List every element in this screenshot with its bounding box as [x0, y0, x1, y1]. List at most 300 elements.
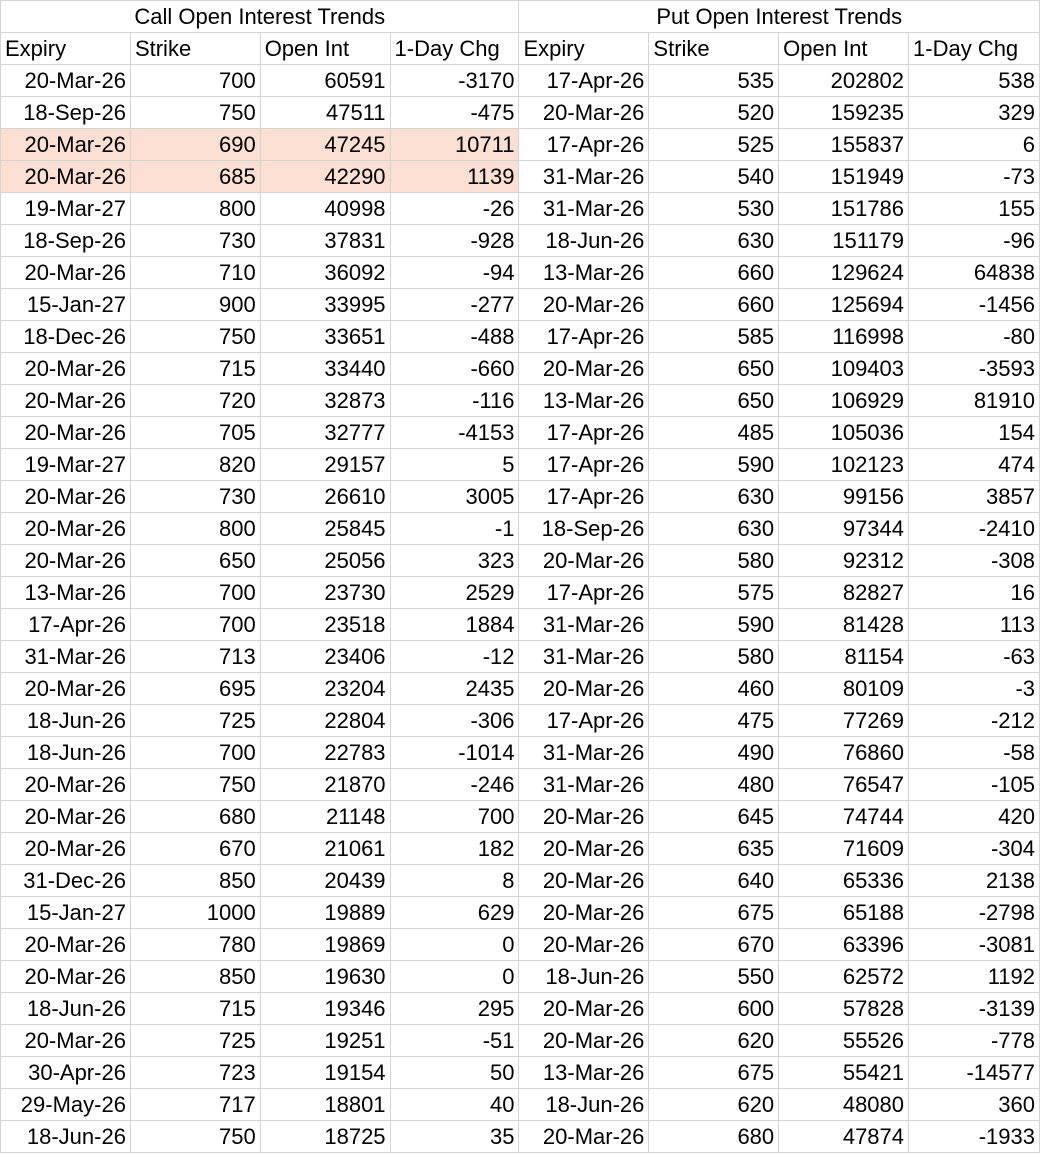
- put-expiry-cell[interactable]: 17-Apr-26: [519, 65, 649, 97]
- put-1-day-chg-cell[interactable]: 3857: [909, 481, 1040, 513]
- table-row: [1, 737, 1040, 769]
- call-1-day-chg-cell[interactable]: -277: [390, 289, 519, 321]
- put-1-day-chg-cell[interactable]: -212: [909, 705, 1040, 737]
- put-1-day-chg-cell[interactable]: 360: [909, 1089, 1040, 1121]
- call-open-int-cell[interactable]: 33995: [260, 289, 390, 321]
- call-1-day-chg-cell[interactable]: -1: [390, 513, 519, 545]
- call-1-day-chg-cell[interactable]: -26: [390, 193, 519, 225]
- call-open-int-cell[interactable]: 42290: [260, 161, 390, 193]
- put-open-int-cell[interactable]: 76860: [779, 737, 909, 769]
- put-strike-cell[interactable]: 670: [649, 929, 779, 961]
- put-expiry-cell[interactable]: 20-Mar-26: [519, 1025, 649, 1057]
- call-open-int-cell[interactable]: 25845: [260, 513, 390, 545]
- call-expiry-cell[interactable]: 20-Mar-26: [1, 481, 131, 513]
- call-1-day-chg-cell[interactable]: -246: [390, 769, 519, 801]
- put-strike-cell[interactable]: 460: [649, 673, 779, 705]
- call-strike-cell[interactable]: 725: [130, 1025, 260, 1057]
- call-open-int-cell[interactable]: 19251: [260, 1025, 390, 1057]
- call-expiry-cell[interactable]: 20-Mar-26: [1, 801, 131, 833]
- call-expiry-cell[interactable]: 20-Mar-26: [1, 929, 131, 961]
- put-strike-cell[interactable]: 590: [649, 609, 779, 641]
- call-expiry-cell[interactable]: 20-Mar-26: [1, 673, 131, 705]
- put-expiry-cell[interactable]: 20-Mar-26: [519, 545, 649, 577]
- put-1-day-chg-cell[interactable]: -14577: [909, 1057, 1040, 1089]
- put-expiry-cell[interactable]: 17-Apr-26: [519, 705, 649, 737]
- call-open-int-cell[interactable]: 40998: [260, 193, 390, 225]
- call-1-day-chg-cell[interactable]: 0: [390, 929, 519, 961]
- put-strike-cell[interactable]: 650: [649, 385, 779, 417]
- put-open-int-cell[interactable]: 125694: [779, 289, 909, 321]
- call-strike-cell[interactable]: 730: [130, 481, 260, 513]
- put-open-int-cell[interactable]: 65336: [779, 865, 909, 897]
- call-open-int-cell[interactable]: 26610: [260, 481, 390, 513]
- call-open-int-cell[interactable]: 33440: [260, 353, 390, 385]
- put-strike-cell[interactable]: 600: [649, 993, 779, 1025]
- put-expiry-cell[interactable]: 17-Apr-26: [519, 129, 649, 161]
- put-open-int-cell[interactable]: 106929: [779, 385, 909, 417]
- put-open-int-cell[interactable]: 151786: [779, 193, 909, 225]
- table-row: [1, 385, 1040, 417]
- put-expiry-cell[interactable]: 31-Mar-26: [519, 641, 649, 673]
- call-strike-cell[interactable]: 705: [130, 417, 260, 449]
- put-open-int-cell[interactable]: 63396: [779, 929, 909, 961]
- call-1-day-chg-cell[interactable]: 10711: [390, 129, 519, 161]
- call-strike-cell[interactable]: 717: [130, 1089, 260, 1121]
- put-open-int-cell[interactable]: 55421: [779, 1057, 909, 1089]
- call-expiry-cell[interactable]: 30-Apr-26: [1, 1057, 131, 1089]
- put-open-int-cell[interactable]: 109403: [779, 353, 909, 385]
- put-1-day-chg-cell[interactable]: -63: [909, 641, 1040, 673]
- put-strike-cell[interactable]: 620: [649, 1089, 779, 1121]
- call-strike-cell[interactable]: 820: [130, 449, 260, 481]
- call-1-day-chg-cell[interactable]: 40: [390, 1089, 519, 1121]
- put-expiry-cell[interactable]: 17-Apr-26: [519, 417, 649, 449]
- table-row: [1, 897, 1040, 929]
- put-strike-cell[interactable]: 535: [649, 65, 779, 97]
- call-open-int-cell[interactable]: 18725: [260, 1121, 390, 1153]
- put-header-1-day-chg[interactable]: 1-Day Chg: [909, 33, 1040, 65]
- call-strike-cell[interactable]: 800: [130, 513, 260, 545]
- put-1-day-chg-cell[interactable]: -1933: [909, 1121, 1040, 1153]
- put-expiry-cell[interactable]: 17-Apr-26: [519, 449, 649, 481]
- call-1-day-chg-cell[interactable]: 2435: [390, 673, 519, 705]
- call-expiry-cell[interactable]: 19-Mar-27: [1, 193, 131, 225]
- put-1-day-chg-cell[interactable]: -1456: [909, 289, 1040, 321]
- call-expiry-cell[interactable]: 20-Mar-26: [1, 129, 131, 161]
- call-expiry-cell[interactable]: 19-Mar-27: [1, 449, 131, 481]
- call-strike-cell[interactable]: 670: [130, 833, 260, 865]
- put-strike-cell[interactable]: 540: [649, 161, 779, 193]
- put-strike-cell[interactable]: 680: [649, 1121, 779, 1153]
- put-1-day-chg-cell[interactable]: 538: [909, 65, 1040, 97]
- call-expiry-cell[interactable]: 18-Jun-26: [1, 993, 131, 1025]
- put-strike-cell[interactable]: 630: [649, 481, 779, 513]
- call-strike-cell[interactable]: 700: [130, 609, 260, 641]
- put-1-day-chg-cell[interactable]: -304: [909, 833, 1040, 865]
- call-strike-cell[interactable]: 750: [130, 97, 260, 129]
- table-row: [1, 993, 1040, 1025]
- call-expiry-cell[interactable]: 15-Jan-27: [1, 289, 131, 321]
- put-strike-cell[interactable]: 620: [649, 1025, 779, 1057]
- call-open-int-cell[interactable]: 22804: [260, 705, 390, 737]
- call-strike-cell[interactable]: 750: [130, 769, 260, 801]
- call-1-day-chg-cell[interactable]: -3170: [390, 65, 519, 97]
- call-strike-cell[interactable]: 680: [130, 801, 260, 833]
- put-open-int-cell[interactable]: 47874: [779, 1121, 909, 1153]
- put-open-int-cell[interactable]: 102123: [779, 449, 909, 481]
- call-1-day-chg-cell[interactable]: -488: [390, 321, 519, 353]
- put-open-int-cell[interactable]: 80109: [779, 673, 909, 705]
- put-strike-cell[interactable]: 530: [649, 193, 779, 225]
- put-strike-cell[interactable]: 525: [649, 129, 779, 161]
- put-open-int-cell[interactable]: 55526: [779, 1025, 909, 1057]
- call-expiry-cell[interactable]: 18-Dec-26: [1, 321, 131, 353]
- put-strike-cell[interactable]: 580: [649, 545, 779, 577]
- put-open-int-cell[interactable]: 76547: [779, 769, 909, 801]
- put-1-day-chg-cell[interactable]: 155: [909, 193, 1040, 225]
- call-strike-cell[interactable]: 720: [130, 385, 260, 417]
- call-strike-cell[interactable]: 780: [130, 929, 260, 961]
- put-1-day-chg-cell[interactable]: -73: [909, 161, 1040, 193]
- put-1-day-chg-cell[interactable]: -3139: [909, 993, 1040, 1025]
- call-strike-cell[interactable]: 713: [130, 641, 260, 673]
- put-header-expiry[interactable]: Expiry: [519, 33, 649, 65]
- put-1-day-chg-cell[interactable]: 420: [909, 801, 1040, 833]
- table-row: [1, 1089, 1040, 1121]
- put-expiry-cell[interactable]: 31-Mar-26: [519, 609, 649, 641]
- put-strike-cell[interactable]: 630: [649, 225, 779, 257]
- call-1-day-chg-cell[interactable]: -1014: [390, 737, 519, 769]
- call-strike-cell[interactable]: 750: [130, 1121, 260, 1153]
- put-expiry-cell[interactable]: 20-Mar-26: [519, 1121, 649, 1153]
- call-open-int-cell[interactable]: 19869: [260, 929, 390, 961]
- put-strike-cell[interactable]: 490: [649, 737, 779, 769]
- call-strike-cell[interactable]: 1000: [130, 897, 260, 929]
- put-open-int-cell[interactable]: 129624: [779, 257, 909, 289]
- put-open-int-cell[interactable]: 57828: [779, 993, 909, 1025]
- call-header-open-int[interactable]: Open Int: [260, 33, 390, 65]
- table-row: [1, 1057, 1040, 1089]
- put-open-int-cell[interactable]: 48080: [779, 1089, 909, 1121]
- call-expiry-cell[interactable]: 20-Mar-26: [1, 257, 131, 289]
- put-1-day-chg-cell[interactable]: -80: [909, 321, 1040, 353]
- call-open-int-cell[interactable]: 19346: [260, 993, 390, 1025]
- put-1-day-chg-cell[interactable]: -308: [909, 545, 1040, 577]
- call-expiry-cell[interactable]: 18-Jun-26: [1, 705, 131, 737]
- put-strike-cell[interactable]: 550: [649, 961, 779, 993]
- put-strike-cell[interactable]: 590: [649, 449, 779, 481]
- put-strike-cell[interactable]: 635: [649, 833, 779, 865]
- call-strike-cell[interactable]: 715: [130, 353, 260, 385]
- call-1-day-chg-cell[interactable]: -116: [390, 385, 519, 417]
- put-table-title[interactable]: Put Open Interest Trends: [519, 1, 1040, 33]
- call-expiry-cell[interactable]: 13-Mar-26: [1, 577, 131, 609]
- table-row: [1, 257, 1040, 289]
- call-open-int-cell[interactable]: 21061: [260, 833, 390, 865]
- call-strike-cell[interactable]: 725: [130, 705, 260, 737]
- put-1-day-chg-cell[interactable]: 64838: [909, 257, 1040, 289]
- put-strike-cell[interactable]: 585: [649, 321, 779, 353]
- call-1-day-chg-cell[interactable]: -94: [390, 257, 519, 289]
- table-row: [1, 833, 1040, 865]
- put-expiry-cell[interactable]: 20-Mar-26: [519, 993, 649, 1025]
- put-expiry-cell[interactable]: 31-Mar-26: [519, 161, 649, 193]
- call-open-int-cell[interactable]: 36092: [260, 257, 390, 289]
- call-open-int-cell[interactable]: 47245: [260, 129, 390, 161]
- put-open-int-cell[interactable]: 155837: [779, 129, 909, 161]
- call-strike-cell[interactable]: 850: [130, 961, 260, 993]
- put-expiry-cell[interactable]: 17-Apr-26: [519, 321, 649, 353]
- put-header-open-int[interactable]: Open Int: [779, 33, 909, 65]
- put-strike-cell[interactable]: 640: [649, 865, 779, 897]
- put-strike-cell[interactable]: 660: [649, 289, 779, 321]
- put-expiry-cell[interactable]: 18-Jun-26: [519, 1089, 649, 1121]
- call-strike-cell[interactable]: 695: [130, 673, 260, 705]
- put-1-day-chg-cell[interactable]: 474: [909, 449, 1040, 481]
- call-strike-cell[interactable]: 700: [130, 577, 260, 609]
- put-expiry-cell[interactable]: 20-Mar-26: [519, 353, 649, 385]
- call-1-day-chg-cell[interactable]: -660: [390, 353, 519, 385]
- call-1-day-chg-cell[interactable]: -306: [390, 705, 519, 737]
- put-expiry-cell[interactable]: 20-Mar-26: [519, 865, 649, 897]
- put-open-int-cell[interactable]: 74744: [779, 801, 909, 833]
- table-row: [1, 513, 1040, 545]
- put-open-int-cell[interactable]: 105036: [779, 417, 909, 449]
- table-row: [1, 65, 1040, 97]
- put-1-day-chg-cell[interactable]: -778: [909, 1025, 1040, 1057]
- put-open-int-cell[interactable]: 77269: [779, 705, 909, 737]
- put-1-day-chg-cell[interactable]: -105: [909, 769, 1040, 801]
- call-1-day-chg-cell[interactable]: 3005: [390, 481, 519, 513]
- put-open-int-cell[interactable]: 92312: [779, 545, 909, 577]
- call-header-strike[interactable]: Strike: [130, 33, 260, 65]
- call-expiry-cell[interactable]: 20-Mar-26: [1, 385, 131, 417]
- call-expiry-cell[interactable]: 31-Dec-26: [1, 865, 131, 897]
- put-1-day-chg-cell[interactable]: 2138: [909, 865, 1040, 897]
- call-strike-cell[interactable]: 715: [130, 993, 260, 1025]
- put-expiry-cell[interactable]: 31-Mar-26: [519, 193, 649, 225]
- put-1-day-chg-cell[interactable]: -2410: [909, 513, 1040, 545]
- call-strike-cell[interactable]: 700: [130, 65, 260, 97]
- call-expiry-cell[interactable]: 20-Mar-26: [1, 545, 131, 577]
- put-open-int-cell[interactable]: 82827: [779, 577, 909, 609]
- put-strike-cell[interactable]: 580: [649, 641, 779, 673]
- call-open-int-cell[interactable]: 23730: [260, 577, 390, 609]
- table-row: [1, 801, 1040, 833]
- call-open-int-cell[interactable]: 23406: [260, 641, 390, 673]
- table-row: [1, 481, 1040, 513]
- put-1-day-chg-cell[interactable]: -96: [909, 225, 1040, 257]
- call-table-title[interactable]: Call Open Interest Trends: [1, 1, 519, 33]
- put-expiry-cell[interactable]: 20-Mar-26: [519, 97, 649, 129]
- put-1-day-chg-cell[interactable]: -3593: [909, 353, 1040, 385]
- put-expiry-cell[interactable]: 13-Mar-26: [519, 385, 649, 417]
- put-open-int-cell[interactable]: 81154: [779, 641, 909, 673]
- call-header-expiry[interactable]: Expiry: [1, 33, 131, 65]
- call-1-day-chg-cell[interactable]: 5: [390, 449, 519, 481]
- call-expiry-cell[interactable]: 20-Mar-26: [1, 769, 131, 801]
- put-1-day-chg-cell[interactable]: 154: [909, 417, 1040, 449]
- call-expiry-cell[interactable]: 15-Jan-27: [1, 897, 131, 929]
- call-1-day-chg-cell[interactable]: 50: [390, 1057, 519, 1089]
- call-open-int-cell[interactable]: 33651: [260, 321, 390, 353]
- call-open-int-cell[interactable]: 21870: [260, 769, 390, 801]
- call-open-int-cell[interactable]: 23518: [260, 609, 390, 641]
- call-1-day-chg-cell[interactable]: 0: [390, 961, 519, 993]
- call-open-int-cell[interactable]: 20439: [260, 865, 390, 897]
- call-expiry-cell[interactable]: 20-Mar-26: [1, 161, 131, 193]
- call-open-int-cell[interactable]: 25056: [260, 545, 390, 577]
- put-open-int-cell[interactable]: 151949: [779, 161, 909, 193]
- call-open-int-cell[interactable]: 23204: [260, 673, 390, 705]
- call-strike-cell[interactable]: 730: [130, 225, 260, 257]
- put-open-int-cell[interactable]: 159235: [779, 97, 909, 129]
- put-open-int-cell[interactable]: 97344: [779, 513, 909, 545]
- call-1-day-chg-cell[interactable]: 8: [390, 865, 519, 897]
- call-strike-cell[interactable]: 800: [130, 193, 260, 225]
- call-expiry-cell[interactable]: 18-Sep-26: [1, 97, 131, 129]
- put-1-day-chg-cell[interactable]: 113: [909, 609, 1040, 641]
- put-1-day-chg-cell[interactable]: -3: [909, 673, 1040, 705]
- call-open-int-cell[interactable]: 22783: [260, 737, 390, 769]
- table-row: [1, 129, 1040, 161]
- call-open-int-cell[interactable]: 19630: [260, 961, 390, 993]
- put-open-int-cell[interactable]: 81428: [779, 609, 909, 641]
- call-1-day-chg-cell[interactable]: 323: [390, 545, 519, 577]
- call-open-int-cell[interactable]: 47511: [260, 97, 390, 129]
- call-open-int-cell[interactable]: 18801: [260, 1089, 390, 1121]
- call-header-1-day-chg[interactable]: 1-Day Chg: [390, 33, 519, 65]
- call-1-day-chg-cell[interactable]: 1139: [390, 161, 519, 193]
- call-expiry-cell[interactable]: 17-Apr-26: [1, 609, 131, 641]
- put-1-day-chg-cell[interactable]: 16: [909, 577, 1040, 609]
- put-open-int-cell[interactable]: 65188: [779, 897, 909, 929]
- table-row: [1, 641, 1040, 673]
- call-1-day-chg-cell[interactable]: 182: [390, 833, 519, 865]
- table-row: [1, 865, 1040, 897]
- call-strike-cell[interactable]: 850: [130, 865, 260, 897]
- put-strike-cell[interactable]: 630: [649, 513, 779, 545]
- call-expiry-cell[interactable]: 29-May-26: [1, 1089, 131, 1121]
- put-open-int-cell[interactable]: 202802: [779, 65, 909, 97]
- put-expiry-cell[interactable]: 13-Mar-26: [519, 257, 649, 289]
- call-1-day-chg-cell[interactable]: -51: [390, 1025, 519, 1057]
- call-1-day-chg-cell[interactable]: 2529: [390, 577, 519, 609]
- put-strike-cell[interactable]: 475: [649, 705, 779, 737]
- put-expiry-cell[interactable]: 20-Mar-26: [519, 673, 649, 705]
- call-expiry-cell[interactable]: 20-Mar-26: [1, 353, 131, 385]
- call-strike-cell[interactable]: 700: [130, 737, 260, 769]
- call-open-int-cell[interactable]: 21148: [260, 801, 390, 833]
- put-1-day-chg-cell[interactable]: 1192: [909, 961, 1040, 993]
- put-expiry-cell[interactable]: 20-Mar-26: [519, 929, 649, 961]
- call-1-day-chg-cell[interactable]: 700: [390, 801, 519, 833]
- call-strike-cell[interactable]: 650: [130, 545, 260, 577]
- put-expiry-cell[interactable]: 17-Apr-26: [519, 481, 649, 513]
- call-1-day-chg-cell[interactable]: 629: [390, 897, 519, 929]
- put-expiry-cell[interactable]: 31-Mar-26: [519, 769, 649, 801]
- put-expiry-cell[interactable]: 20-Mar-26: [519, 833, 649, 865]
- call-expiry-cell[interactable]: 20-Mar-26: [1, 513, 131, 545]
- call-strike-cell[interactable]: 723: [130, 1057, 260, 1089]
- call-strike-cell[interactable]: 750: [130, 321, 260, 353]
- call-open-int-cell[interactable]: 37831: [260, 225, 390, 257]
- call-expiry-cell[interactable]: 18-Jun-26: [1, 737, 131, 769]
- call-open-int-cell[interactable]: 19154: [260, 1057, 390, 1089]
- call-expiry-cell[interactable]: 20-Mar-26: [1, 833, 131, 865]
- call-expiry-cell[interactable]: 20-Mar-26: [1, 417, 131, 449]
- call-open-int-cell[interactable]: 19889: [260, 897, 390, 929]
- put-strike-cell[interactable]: 650: [649, 353, 779, 385]
- table-row: [1, 929, 1040, 961]
- put-strike-cell[interactable]: 660: [649, 257, 779, 289]
- call-open-int-cell[interactable]: 29157: [260, 449, 390, 481]
- call-strike-cell[interactable]: 710: [130, 257, 260, 289]
- call-1-day-chg-cell[interactable]: -12: [390, 641, 519, 673]
- put-strike-cell[interactable]: 485: [649, 417, 779, 449]
- put-expiry-cell[interactable]: 13-Mar-26: [519, 1057, 649, 1089]
- call-open-int-cell[interactable]: 32777: [260, 417, 390, 449]
- call-expiry-cell[interactable]: 20-Mar-26: [1, 65, 131, 97]
- put-1-day-chg-cell[interactable]: -58: [909, 737, 1040, 769]
- call-strike-cell[interactable]: 690: [130, 129, 260, 161]
- put-header-strike[interactable]: Strike: [649, 33, 779, 65]
- put-expiry-cell[interactable]: 31-Mar-26: [519, 737, 649, 769]
- put-strike-cell[interactable]: 520: [649, 97, 779, 129]
- table-row: [1, 225, 1040, 257]
- call-1-day-chg-cell[interactable]: -4153: [390, 417, 519, 449]
- put-open-int-cell[interactable]: 151179: [779, 225, 909, 257]
- call-expiry-cell[interactable]: 20-Mar-26: [1, 961, 131, 993]
- put-open-int-cell[interactable]: 71609: [779, 833, 909, 865]
- put-1-day-chg-cell[interactable]: 81910: [909, 385, 1040, 417]
- put-strike-cell[interactable]: 675: [649, 1057, 779, 1089]
- put-strike-cell[interactable]: 675: [649, 897, 779, 929]
- call-1-day-chg-cell[interactable]: -928: [390, 225, 519, 257]
- call-strike-cell[interactable]: 685: [130, 161, 260, 193]
- put-expiry-cell[interactable]: 20-Mar-26: [519, 801, 649, 833]
- put-1-day-chg-cell[interactable]: -2798: [909, 897, 1040, 929]
- put-open-int-cell[interactable]: 116998: [779, 321, 909, 353]
- call-expiry-cell[interactable]: 31-Mar-26: [1, 641, 131, 673]
- call-expiry-cell[interactable]: 18-Jun-26: [1, 1121, 131, 1153]
- call-1-day-chg-cell[interactable]: 35: [390, 1121, 519, 1153]
- call-1-day-chg-cell[interactable]: 1884: [390, 609, 519, 641]
- put-expiry-cell[interactable]: 20-Mar-26: [519, 897, 649, 929]
- put-expiry-cell[interactable]: 18-Jun-26: [519, 961, 649, 993]
- put-strike-cell[interactable]: 575: [649, 577, 779, 609]
- call-open-int-cell[interactable]: 32873: [260, 385, 390, 417]
- put-1-day-chg-cell[interactable]: -3081: [909, 929, 1040, 961]
- put-expiry-cell[interactable]: 20-Mar-26: [519, 289, 649, 321]
- put-open-int-cell[interactable]: 99156: [779, 481, 909, 513]
- put-expiry-cell[interactable]: 18-Jun-26: [519, 225, 649, 257]
- call-1-day-chg-cell[interactable]: 295: [390, 993, 519, 1025]
- call-expiry-cell[interactable]: 20-Mar-26: [1, 1025, 131, 1057]
- put-strike-cell[interactable]: 645: [649, 801, 779, 833]
- call-open-int-cell[interactable]: 60591: [260, 65, 390, 97]
- put-strike-cell[interactable]: 480: [649, 769, 779, 801]
- put-expiry-cell[interactable]: 18-Sep-26: [519, 513, 649, 545]
- call-expiry-cell[interactable]: 18-Sep-26: [1, 225, 131, 257]
- call-strike-cell[interactable]: 900: [130, 289, 260, 321]
- put-1-day-chg-cell[interactable]: 6: [909, 129, 1040, 161]
- put-1-day-chg-cell[interactable]: 329: [909, 97, 1040, 129]
- call-1-day-chg-cell[interactable]: -475: [390, 97, 519, 129]
- put-open-int-cell[interactable]: 62572: [779, 961, 909, 993]
- put-expiry-cell[interactable]: 17-Apr-26: [519, 577, 649, 609]
- table-row: [1, 193, 1040, 225]
